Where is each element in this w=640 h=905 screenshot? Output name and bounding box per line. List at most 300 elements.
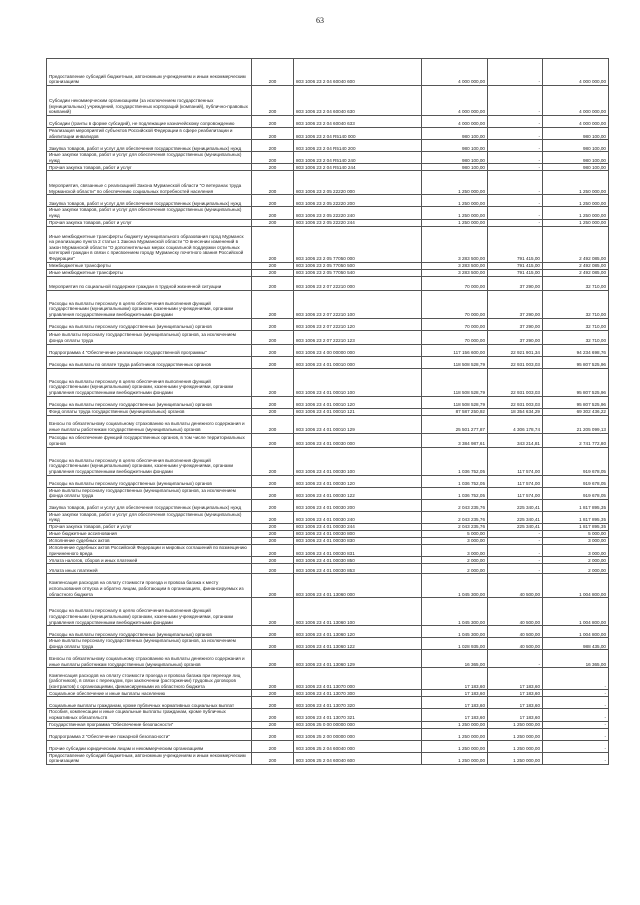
row-name-cell: Социальные выплаты гражданам, кроме публичных нормативных социальных выплат bbox=[47, 697, 252, 709]
row-unexecuted-cell: 94 234 698,76 bbox=[543, 344, 609, 356]
table-row bbox=[47, 574, 609, 598]
row-executed-cell: 17 183,60 bbox=[488, 690, 543, 697]
row-name-cell: Субсидии некоммерческим организациям (за исключением государственных (муниципальных) учреждений, государственных корпораций (компаний), публично-правовых компаний) bbox=[47, 86, 252, 116]
row-name-cell: Компенсация расходов на оплату стоимости проезда и провоза багажа при переезде лиц (работников), в связи с переездом, при заключении (расторжении) трудовых договоров (контрактов) с организациями, финансируемыми из областного бюджета bbox=[47, 668, 252, 690]
row-name-cell: Расходы на выплаты персоналу государственных (муниципальных) органов bbox=[47, 396, 252, 408]
row-approved-cell: 17 183,60 bbox=[422, 709, 488, 721]
row-executed-cell: - bbox=[488, 219, 543, 226]
row-classification-cell: 803 1006 23 2 05 77050 540 bbox=[294, 269, 422, 276]
row-unexecuted-cell: - bbox=[543, 752, 609, 764]
row-approved-cell: 3 000,00 bbox=[422, 544, 488, 556]
row-name-cell: Уплата налогов, сборов и иных платежей bbox=[47, 557, 252, 564]
row-name-cell: Прочая закупка товаров, работ и услуг bbox=[47, 219, 252, 226]
table-row bbox=[47, 415, 609, 433]
row-executed-cell: 22 921 901,34 bbox=[488, 344, 543, 356]
row-approved-cell: 1 250 000,00 bbox=[422, 721, 488, 728]
row-line-code-cell: 200 bbox=[252, 564, 294, 574]
row-line-code-cell: 200 bbox=[252, 668, 294, 690]
row-approved-cell: 2 043 235,76 bbox=[422, 523, 488, 530]
row-name-cell: Мероприятия по социальной поддержке граждан в трудной жизненной ситуации bbox=[47, 276, 252, 290]
table-row bbox=[47, 752, 609, 764]
row-unexecuted-cell: 5 000,00 bbox=[543, 530, 609, 537]
row-classification-cell: 803 1006 23 4 01 00030 831 bbox=[294, 544, 422, 556]
row-approved-cell: 980 100,00 bbox=[422, 128, 488, 140]
row-approved-cell: 17 183,60 bbox=[422, 697, 488, 709]
row-classification-cell: 803 1006 23 4 01 13060 120 bbox=[294, 626, 422, 638]
row-executed-cell: - bbox=[488, 564, 543, 574]
table-row bbox=[47, 290, 609, 318]
row-name-cell: Иные выплаты персоналу государственных (муниципальных) органов, за исключением фонда оплаты труда bbox=[47, 330, 252, 344]
row-classification-cell: 803 1006 23 4 01 13060 100 bbox=[294, 598, 422, 626]
row-line-code-cell: 200 bbox=[252, 356, 294, 368]
row-classification-cell: 803 1006 23 2 05 22220 240 bbox=[294, 207, 422, 219]
row-executed-cell: 1 250 000,00 bbox=[488, 752, 543, 764]
table-row bbox=[47, 564, 609, 574]
row-unexecuted-cell: - bbox=[543, 690, 609, 697]
row-approved-cell: 17 183,60 bbox=[422, 690, 488, 697]
row-classification-cell: 803 1006 23 4 01 13070 321 bbox=[294, 709, 422, 721]
row-classification-cell: 803 1006 25 2 04 60040 000 bbox=[294, 740, 422, 752]
table-row bbox=[47, 544, 609, 556]
row-line-code-cell: 200 bbox=[252, 195, 294, 207]
row-unexecuted-cell: 69 302 436,22 bbox=[543, 408, 609, 415]
row-unexecuted-cell: 2 741 772,80 bbox=[543, 433, 609, 447]
row-executed-cell: 40 500,00 bbox=[488, 638, 543, 650]
row-executed-cell: - bbox=[488, 59, 543, 86]
table-row bbox=[47, 226, 609, 262]
row-unexecuted-cell: 980 100,00 bbox=[543, 128, 609, 140]
row-line-code-cell: 200 bbox=[252, 721, 294, 728]
row-name-cell: Предоставление субсидий бюджетным, автономным учреждениям и иным некоммерческим организациям bbox=[47, 59, 252, 86]
table-row bbox=[47, 195, 609, 207]
row-approved-cell: 980 100,00 bbox=[422, 140, 488, 152]
row-unexecuted-cell: 980 100,00 bbox=[543, 140, 609, 152]
row-classification-cell: 803 1006 23 2 07 22210 123 bbox=[294, 330, 422, 344]
table-row bbox=[47, 140, 609, 152]
row-unexecuted-cell: 1 250 000,00 bbox=[543, 195, 609, 207]
row-classification-cell: 803 1006 23 4 01 00010 121 bbox=[294, 408, 422, 415]
row-name-cell: Закупка товаров, работ и услуг для обеспечения государственных (муниципальных) нужд bbox=[47, 195, 252, 207]
row-executed-cell: 18 354 634,29 bbox=[488, 408, 543, 415]
row-line-code-cell: 200 bbox=[252, 574, 294, 598]
row-approved-cell: 1 250 000,00 bbox=[422, 195, 488, 207]
table-row bbox=[47, 650, 609, 668]
row-unexecuted-cell: 2 000,00 bbox=[543, 564, 609, 574]
row-executed-cell: - bbox=[488, 152, 543, 164]
table-row bbox=[47, 207, 609, 219]
table-row bbox=[47, 487, 609, 499]
table-row bbox=[47, 433, 609, 447]
row-approved-cell: 1 250 000,00 bbox=[422, 728, 488, 740]
row-unexecuted-cell: 980 100,00 bbox=[543, 152, 609, 164]
row-line-code-cell: 200 bbox=[252, 537, 294, 544]
row-executed-cell: 225 340,41 bbox=[488, 499, 543, 511]
row-classification-cell: 803 1006 23 2 05 77050 000 bbox=[294, 226, 422, 262]
row-unexecuted-cell: 2 492 085,00 bbox=[543, 269, 609, 276]
row-executed-cell: - bbox=[488, 128, 543, 140]
row-name-cell: Исполнение судебных актов bbox=[47, 537, 252, 544]
row-name-cell: Расходы на выплаты по оплате труда работников государственных органов bbox=[47, 356, 252, 368]
row-approved-cell: 1 045 300,00 bbox=[422, 626, 488, 638]
row-executed-cell: 225 340,41 bbox=[488, 511, 543, 523]
row-approved-cell: 1 250 000,00 bbox=[422, 740, 488, 752]
row-line-code-cell: 200 bbox=[252, 638, 294, 650]
row-approved-cell: 1 028 935,00 bbox=[422, 638, 488, 650]
row-unexecuted-cell: 980 100,00 bbox=[543, 164, 609, 171]
row-line-code-cell: 200 bbox=[252, 330, 294, 344]
table-row bbox=[47, 164, 609, 171]
table-row bbox=[47, 356, 609, 368]
row-name-cell: Социальное обеспечение и иные выплаты населению bbox=[47, 690, 252, 697]
row-unexecuted-cell: 4 000 000,00 bbox=[543, 116, 609, 128]
row-classification-cell: 803 1006 23 2 04 R5140 200 bbox=[294, 140, 422, 152]
row-executed-cell: 37 290,00 bbox=[488, 318, 543, 330]
row-line-code-cell: 200 bbox=[252, 226, 294, 262]
row-line-code-cell: 200 bbox=[252, 219, 294, 226]
table-row bbox=[47, 537, 609, 544]
row-name-cell: Иные выплаты персоналу государственных (муниципальных) органов, за исключением фонда оплаты труда bbox=[47, 487, 252, 499]
row-line-code-cell: 200 bbox=[252, 728, 294, 740]
row-unexecuted-cell: 988 435,00 bbox=[543, 638, 609, 650]
row-classification-cell: 803 1006 23 4 01 00030 853 bbox=[294, 564, 422, 574]
row-unexecuted-cell: 4 000 000,00 bbox=[543, 59, 609, 86]
row-approved-cell: 16 365,00 bbox=[422, 650, 488, 668]
row-executed-cell: 40 500,00 bbox=[488, 626, 543, 638]
row-name-cell: Закупка товаров, работ и услуг для обеспечения государственных (муниципальных) нужд bbox=[47, 499, 252, 511]
row-executed-cell: 1 250 000,00 bbox=[488, 740, 543, 752]
row-approved-cell: 4 000 000,00 bbox=[422, 59, 488, 86]
row-unexecuted-cell: 1 004 800,00 bbox=[543, 598, 609, 626]
row-executed-cell: 225 340,41 bbox=[488, 523, 543, 530]
row-classification-cell: 803 1006 23 4 01 13060 129 bbox=[294, 650, 422, 668]
table-row bbox=[47, 475, 609, 487]
table-row bbox=[47, 557, 609, 564]
table-row bbox=[47, 396, 609, 408]
row-approved-cell: 87 587 250,92 bbox=[422, 408, 488, 415]
row-name-cell: Взносы по обязательному социальному страхованию на выплаты денежного содержания и иные выплаты работникам государственных (муниципальных) органов bbox=[47, 650, 252, 668]
row-unexecuted-cell: 1 250 000,00 bbox=[543, 207, 609, 219]
table-row bbox=[47, 511, 609, 523]
row-classification-cell: 803 1006 23 4 01 00030 830 bbox=[294, 537, 422, 544]
row-approved-cell: 117 156 600,00 bbox=[422, 344, 488, 356]
row-classification-cell: 803 1006 23 2 04 R5140 244 bbox=[294, 164, 422, 171]
row-executed-cell: 1 250 000,00 bbox=[488, 728, 543, 740]
row-executed-cell: 37 290,00 bbox=[488, 276, 543, 290]
row-executed-cell: 1 250 000,00 bbox=[488, 721, 543, 728]
row-unexecuted-cell: 95 807 525,96 bbox=[543, 368, 609, 396]
row-executed-cell: 40 500,00 bbox=[488, 574, 543, 598]
row-executed-cell: 22 931 003,03 bbox=[488, 356, 543, 368]
row-unexecuted-cell: 21 205 099,13 bbox=[543, 415, 609, 433]
table-row bbox=[47, 344, 609, 356]
row-classification-cell: 803 1006 23 2 05 22220 244 bbox=[294, 219, 422, 226]
row-unexecuted-cell: 1 004 800,00 bbox=[543, 626, 609, 638]
row-name-cell: Иные закупки товаров, работ и услуг для обеспечения государственных (муниципальных) нужд bbox=[47, 207, 252, 219]
row-name-cell: Расходы на выплаты персоналу государственных (муниципальных) органов bbox=[47, 318, 252, 330]
row-unexecuted-cell: 1 817 895,35 bbox=[543, 511, 609, 523]
row-executed-cell: 37 290,00 bbox=[488, 290, 543, 318]
table-body bbox=[47, 59, 609, 765]
row-line-code-cell: 200 bbox=[252, 511, 294, 523]
row-unexecuted-cell: - bbox=[543, 721, 609, 728]
row-name-cell: Фонд оплаты труда государственных (муниципальных) органов bbox=[47, 408, 252, 415]
table-row bbox=[47, 740, 609, 752]
row-name-cell: Подпрограмма 2 "Обеспечение пожарной безопасности" bbox=[47, 728, 252, 740]
table-row bbox=[47, 152, 609, 164]
row-unexecuted-cell: 3 000,00 bbox=[543, 544, 609, 556]
row-name-cell: Прочая закупка товаров, работ и услуг bbox=[47, 164, 252, 171]
row-line-code-cell: 200 bbox=[252, 269, 294, 276]
row-name-cell: Закупка товаров, работ и услуг для обеспечения государственных (муниципальных) нужд bbox=[47, 140, 252, 152]
row-approved-cell: 25 501 277,87 bbox=[422, 415, 488, 433]
row-classification-cell: 803 1006 23 4 01 00030 000 bbox=[294, 433, 422, 447]
row-executed-cell: 4 306 178,74 bbox=[488, 415, 543, 433]
row-line-code-cell: 200 bbox=[252, 557, 294, 564]
row-line-code-cell: 200 bbox=[252, 318, 294, 330]
row-classification-cell: 803 1006 23 4 01 13070 300 bbox=[294, 690, 422, 697]
table-row bbox=[47, 318, 609, 330]
row-approved-cell: 70 000,00 bbox=[422, 330, 488, 344]
row-classification-cell: 803 1006 23 4 00 00000 000 bbox=[294, 344, 422, 356]
page-number: 63 bbox=[316, 16, 324, 25]
row-name-cell: Прочая закупка товаров, работ и услуг bbox=[47, 523, 252, 530]
row-name-cell: Иные выплаты персоналу государственных (муниципальных) органов, за исключением фонда оплаты труда bbox=[47, 638, 252, 650]
budget-execution-table bbox=[46, 58, 609, 765]
row-line-code-cell: 200 bbox=[252, 544, 294, 556]
table-row bbox=[47, 523, 609, 530]
row-executed-cell: 791 415,00 bbox=[488, 269, 543, 276]
row-classification-cell: 803 1006 25 0 00 00000 000 bbox=[294, 721, 422, 728]
row-executed-cell: 117 574,00 bbox=[488, 475, 543, 487]
row-unexecuted-cell: - bbox=[543, 668, 609, 690]
row-unexecuted-cell: 1 004 800,00 bbox=[543, 574, 609, 598]
row-approved-cell: 1 036 752,05 bbox=[422, 487, 488, 499]
row-approved-cell: 1 250 000,00 bbox=[422, 171, 488, 195]
row-name-cell: Иные закупки товаров, работ и услуг для обеспечения государственных (муниципальных) нужд bbox=[47, 152, 252, 164]
row-executed-cell: 37 290,00 bbox=[488, 330, 543, 344]
row-name-cell: Межбюджетные трансферты bbox=[47, 262, 252, 269]
row-classification-cell: 803 1006 23 2 07 22210 120 bbox=[294, 318, 422, 330]
row-name-cell: Прочие субсидии юридическим лицам и некоммерческим организациям bbox=[47, 740, 252, 752]
row-name-cell: Субсидии (гранты в форме субсидий), не подлежащие казначейскому сопровождению bbox=[47, 116, 252, 128]
row-approved-cell: 5 000,00 bbox=[422, 530, 488, 537]
row-approved-cell: 1 250 000,00 bbox=[422, 207, 488, 219]
table-row bbox=[47, 530, 609, 537]
row-name-cell: Компенсация расходов на оплату стоимости проезда и провоза багажа к месту использования отпуска и обратно лицам, работающим в организациях, финансируемых из областного бюджета bbox=[47, 574, 252, 598]
table-row bbox=[47, 269, 609, 276]
row-line-code-cell: 200 bbox=[252, 128, 294, 140]
row-approved-cell: 3 000,00 bbox=[422, 537, 488, 544]
row-unexecuted-cell: 95 807 525,96 bbox=[543, 356, 609, 368]
row-approved-cell: 118 508 528,79 bbox=[422, 396, 488, 408]
table-row bbox=[47, 128, 609, 140]
row-classification-cell: 803 1006 23 4 01 00030 100 bbox=[294, 447, 422, 475]
row-approved-cell: 1 250 000,00 bbox=[422, 752, 488, 764]
row-executed-cell: 117 574,00 bbox=[488, 487, 543, 499]
row-name-cell: Государственная программа "Обеспечение безопасности" bbox=[47, 721, 252, 728]
table-row bbox=[47, 330, 609, 344]
table-row bbox=[47, 638, 609, 650]
row-approved-cell: 2 000,00 bbox=[422, 557, 488, 564]
row-classification-cell: 803 1006 23 2 04 60040 600 bbox=[294, 59, 422, 86]
row-line-code-cell: 200 bbox=[252, 740, 294, 752]
row-classification-cell: 803 1006 23 4 01 00030 850 bbox=[294, 557, 422, 564]
table-row bbox=[47, 447, 609, 475]
row-name-cell: Иные бюджетные ассигнования bbox=[47, 530, 252, 537]
row-classification-cell: 803 1006 23 2 07 22210 100 bbox=[294, 290, 422, 318]
row-line-code-cell: 200 bbox=[252, 690, 294, 697]
row-unexecuted-cell: 919 678,05 bbox=[543, 447, 609, 475]
row-executed-cell: 343 214,81 bbox=[488, 433, 543, 447]
row-unexecuted-cell: 1 817 895,35 bbox=[543, 523, 609, 530]
row-executed-cell: 22 931 003,03 bbox=[488, 396, 543, 408]
row-line-code-cell: 200 bbox=[252, 290, 294, 318]
row-line-code-cell: 200 bbox=[252, 276, 294, 290]
row-line-code-cell: 200 bbox=[252, 752, 294, 764]
row-approved-cell: 1 036 752,05 bbox=[422, 447, 488, 475]
row-line-code-cell: 200 bbox=[252, 598, 294, 626]
row-name-cell: Исполнение судебных актов Российской Федерации и мировых соглашений по возмещению причиненного вреда bbox=[47, 544, 252, 556]
row-approved-cell: 3 283 500,00 bbox=[422, 226, 488, 262]
table-row bbox=[47, 598, 609, 626]
row-name-cell: Подпрограмма 4 "Обеспечение реализации государственной программы" bbox=[47, 344, 252, 356]
row-name-cell: Иные межбюджетные трансферты бюджету муниципального образования город Мурманск на реализацию пункта 2 статьи 1 Закона Мурманской области "О внесении изменений в закон Мурманской области "О дополнительных мерах социальной поддержки отдельных категорий граждан в связи с присвоением городу Мурманску почетного звания Российской Федерации" bbox=[47, 226, 252, 262]
row-unexecuted-cell: 919 678,05 bbox=[543, 475, 609, 487]
row-classification-cell: 803 1006 23 4 01 13060 122 bbox=[294, 638, 422, 650]
row-name-cell: Предоставление субсидий бюджетным, автономным учреждениям и иным некоммерческим организациям bbox=[47, 752, 252, 764]
row-approved-cell: 1 045 300,00 bbox=[422, 574, 488, 598]
row-line-code-cell: 200 bbox=[252, 207, 294, 219]
row-approved-cell: 3 283 500,00 bbox=[422, 269, 488, 276]
row-classification-cell: 803 1006 23 4 01 00030 122 bbox=[294, 487, 422, 499]
row-line-code-cell: 200 bbox=[252, 530, 294, 537]
row-name-cell: Взносы по обязательному социальному страхованию на выплаты денежного содержания и иные выплаты работникам государственных (муниципальных) органов bbox=[47, 415, 252, 433]
row-approved-cell: 4 000 000,00 bbox=[422, 86, 488, 116]
row-unexecuted-cell: - bbox=[543, 728, 609, 740]
row-executed-cell: - bbox=[488, 195, 543, 207]
row-unexecuted-cell: 2 492 085,00 bbox=[543, 226, 609, 262]
row-unexecuted-cell: - bbox=[543, 697, 609, 709]
table-row bbox=[47, 668, 609, 690]
row-line-code-cell: 200 bbox=[252, 116, 294, 128]
table-row bbox=[47, 721, 609, 728]
row-classification-cell: 803 1006 23 4 01 00030 200 bbox=[294, 499, 422, 511]
row-line-code-cell: 200 bbox=[252, 447, 294, 475]
row-approved-cell: 2 043 235,76 bbox=[422, 499, 488, 511]
row-line-code-cell: 200 bbox=[252, 650, 294, 668]
table-row bbox=[47, 499, 609, 511]
row-executed-cell: - bbox=[488, 140, 543, 152]
row-approved-cell: 70 000,00 bbox=[422, 276, 488, 290]
row-classification-cell: 803 1006 23 4 01 00030 800 bbox=[294, 530, 422, 537]
row-unexecuted-cell: - bbox=[543, 709, 609, 721]
row-name-cell: Реализация мероприятий субъектов Российской Федерации в сфере реабилитации и абилитации инвалидов bbox=[47, 128, 252, 140]
row-name-cell: Расходы на выплаты персоналу в целях обеспечения выполнения функций государственными (муниципальными) органами, казенными учреждениями, органами управления государственными внебюджетными фондами bbox=[47, 447, 252, 475]
table-row bbox=[47, 697, 609, 709]
row-classification-cell: 803 1006 23 2 04 60040 630 bbox=[294, 86, 422, 116]
row-unexecuted-cell: 919 678,05 bbox=[543, 487, 609, 499]
row-approved-cell: 2 043 235,76 bbox=[422, 511, 488, 523]
row-unexecuted-cell: 95 807 525,96 bbox=[543, 396, 609, 408]
row-executed-cell: 17 183,60 bbox=[488, 668, 543, 690]
row-executed-cell: - bbox=[488, 171, 543, 195]
row-executed-cell: 791 415,00 bbox=[488, 262, 543, 269]
row-executed-cell: - bbox=[488, 537, 543, 544]
row-name-cell: Расходы на выплаты персоналу государственных (муниципальных) органов bbox=[47, 475, 252, 487]
row-classification-cell: 803 1006 23 2 05 22220 200 bbox=[294, 195, 422, 207]
row-name-cell: Уплата иных платежей bbox=[47, 564, 252, 574]
row-approved-cell: 4 000 000,00 bbox=[422, 116, 488, 128]
row-unexecuted-cell: 32 710,00 bbox=[543, 330, 609, 344]
row-classification-cell: 803 1006 23 4 01 13070 000 bbox=[294, 668, 422, 690]
row-approved-cell: 3 283 500,00 bbox=[422, 262, 488, 269]
row-approved-cell: 1 036 752,05 bbox=[422, 475, 488, 487]
row-approved-cell: 70 000,00 bbox=[422, 290, 488, 318]
row-executed-cell: - bbox=[488, 164, 543, 171]
table-row bbox=[47, 219, 609, 226]
row-line-code-cell: 200 bbox=[252, 368, 294, 396]
row-executed-cell: - bbox=[488, 544, 543, 556]
row-approved-cell: 3 384 987,61 bbox=[422, 433, 488, 447]
row-unexecuted-cell: 1 817 895,35 bbox=[543, 499, 609, 511]
row-classification-cell: 803 1006 23 4 01 00010 129 bbox=[294, 415, 422, 433]
row-unexecuted-cell: 1 250 000,00 bbox=[543, 171, 609, 195]
row-name-cell: Расходы на выплаты персоналу в целях обеспечения выполнения функций государственными (муниципальными) органами, казенными учреждениями, органами управления государственными внебюджетными фондами bbox=[47, 598, 252, 626]
row-classification-cell: 803 1006 23 2 05 77050 500 bbox=[294, 262, 422, 269]
row-name-cell: Мероприятия, связанные с реализацией Закона Мурманской области "О ветеранах труда Мурманской области" по обеспечению социальных потребностей населения bbox=[47, 171, 252, 195]
row-unexecuted-cell: 3 000,00 bbox=[543, 537, 609, 544]
row-line-code-cell: 200 bbox=[252, 523, 294, 530]
row-line-code-cell: 200 bbox=[252, 697, 294, 709]
row-approved-cell: 980 100,00 bbox=[422, 164, 488, 171]
row-name-cell: Иные закупки товаров, работ и услуг для обеспечения государственных (муниципальных) нужд bbox=[47, 511, 252, 523]
row-line-code-cell: 200 bbox=[252, 86, 294, 116]
row-name-cell: Расходы на выплаты персоналу в целях обеспечения выполнения функций государственными (муниципальными) органами, казенными учреждениями, органами управления государственными внебюджетными фондами bbox=[47, 368, 252, 396]
row-unexecuted-cell: 1 250 000,00 bbox=[543, 219, 609, 226]
row-executed-cell: 22 931 003,03 bbox=[488, 368, 543, 396]
row-classification-cell: 803 1006 23 4 01 00030 244 bbox=[294, 523, 422, 530]
row-classification-cell: 803 1006 25 2 04 60040 600 bbox=[294, 752, 422, 764]
row-executed-cell: - bbox=[488, 86, 543, 116]
row-approved-cell: 1 045 300,00 bbox=[422, 598, 488, 626]
row-line-code-cell: 200 bbox=[252, 475, 294, 487]
row-line-code-cell: 200 bbox=[252, 164, 294, 171]
row-name-cell: Расходы на выплаты персоналу государственных (муниципальных) органов bbox=[47, 626, 252, 638]
row-line-code-cell: 200 bbox=[252, 408, 294, 415]
table-row bbox=[47, 709, 609, 721]
row-classification-cell: 803 1006 23 4 01 13070 320 bbox=[294, 697, 422, 709]
row-line-code-cell: 200 bbox=[252, 59, 294, 86]
row-unexecuted-cell: 16 365,00 bbox=[543, 650, 609, 668]
row-unexecuted-cell: 2 492 085,00 bbox=[543, 262, 609, 269]
row-line-code-cell: 200 bbox=[252, 709, 294, 721]
row-line-code-cell: 200 bbox=[252, 499, 294, 511]
row-line-code-cell: 200 bbox=[252, 626, 294, 638]
table-row bbox=[47, 86, 609, 116]
row-unexecuted-cell: 4 000 000,00 bbox=[543, 86, 609, 116]
row-classification-cell: 803 1006 23 4 01 00010 100 bbox=[294, 368, 422, 396]
row-name-cell: Расходы на обеспечение функций государственных органов, в том числе территориальных органов bbox=[47, 433, 252, 447]
row-executed-cell: 17 183,60 bbox=[488, 709, 543, 721]
table-row bbox=[47, 116, 609, 128]
row-executed-cell: 40 500,00 bbox=[488, 598, 543, 626]
table-row bbox=[47, 262, 609, 269]
row-classification-cell: 803 1006 23 2 04 R5140 240 bbox=[294, 152, 422, 164]
row-approved-cell: 118 508 528,79 bbox=[422, 356, 488, 368]
row-unexecuted-cell: 32 710,00 bbox=[543, 290, 609, 318]
row-name-cell: Иные межбюджетные трансферты bbox=[47, 269, 252, 276]
row-name-cell: Расходы на выплаты персоналу в целях обеспечения выполнения функций государственными (муниципальными) органами, казенными учреждениями, органами управления государственными внебюджетными фондами bbox=[47, 290, 252, 318]
